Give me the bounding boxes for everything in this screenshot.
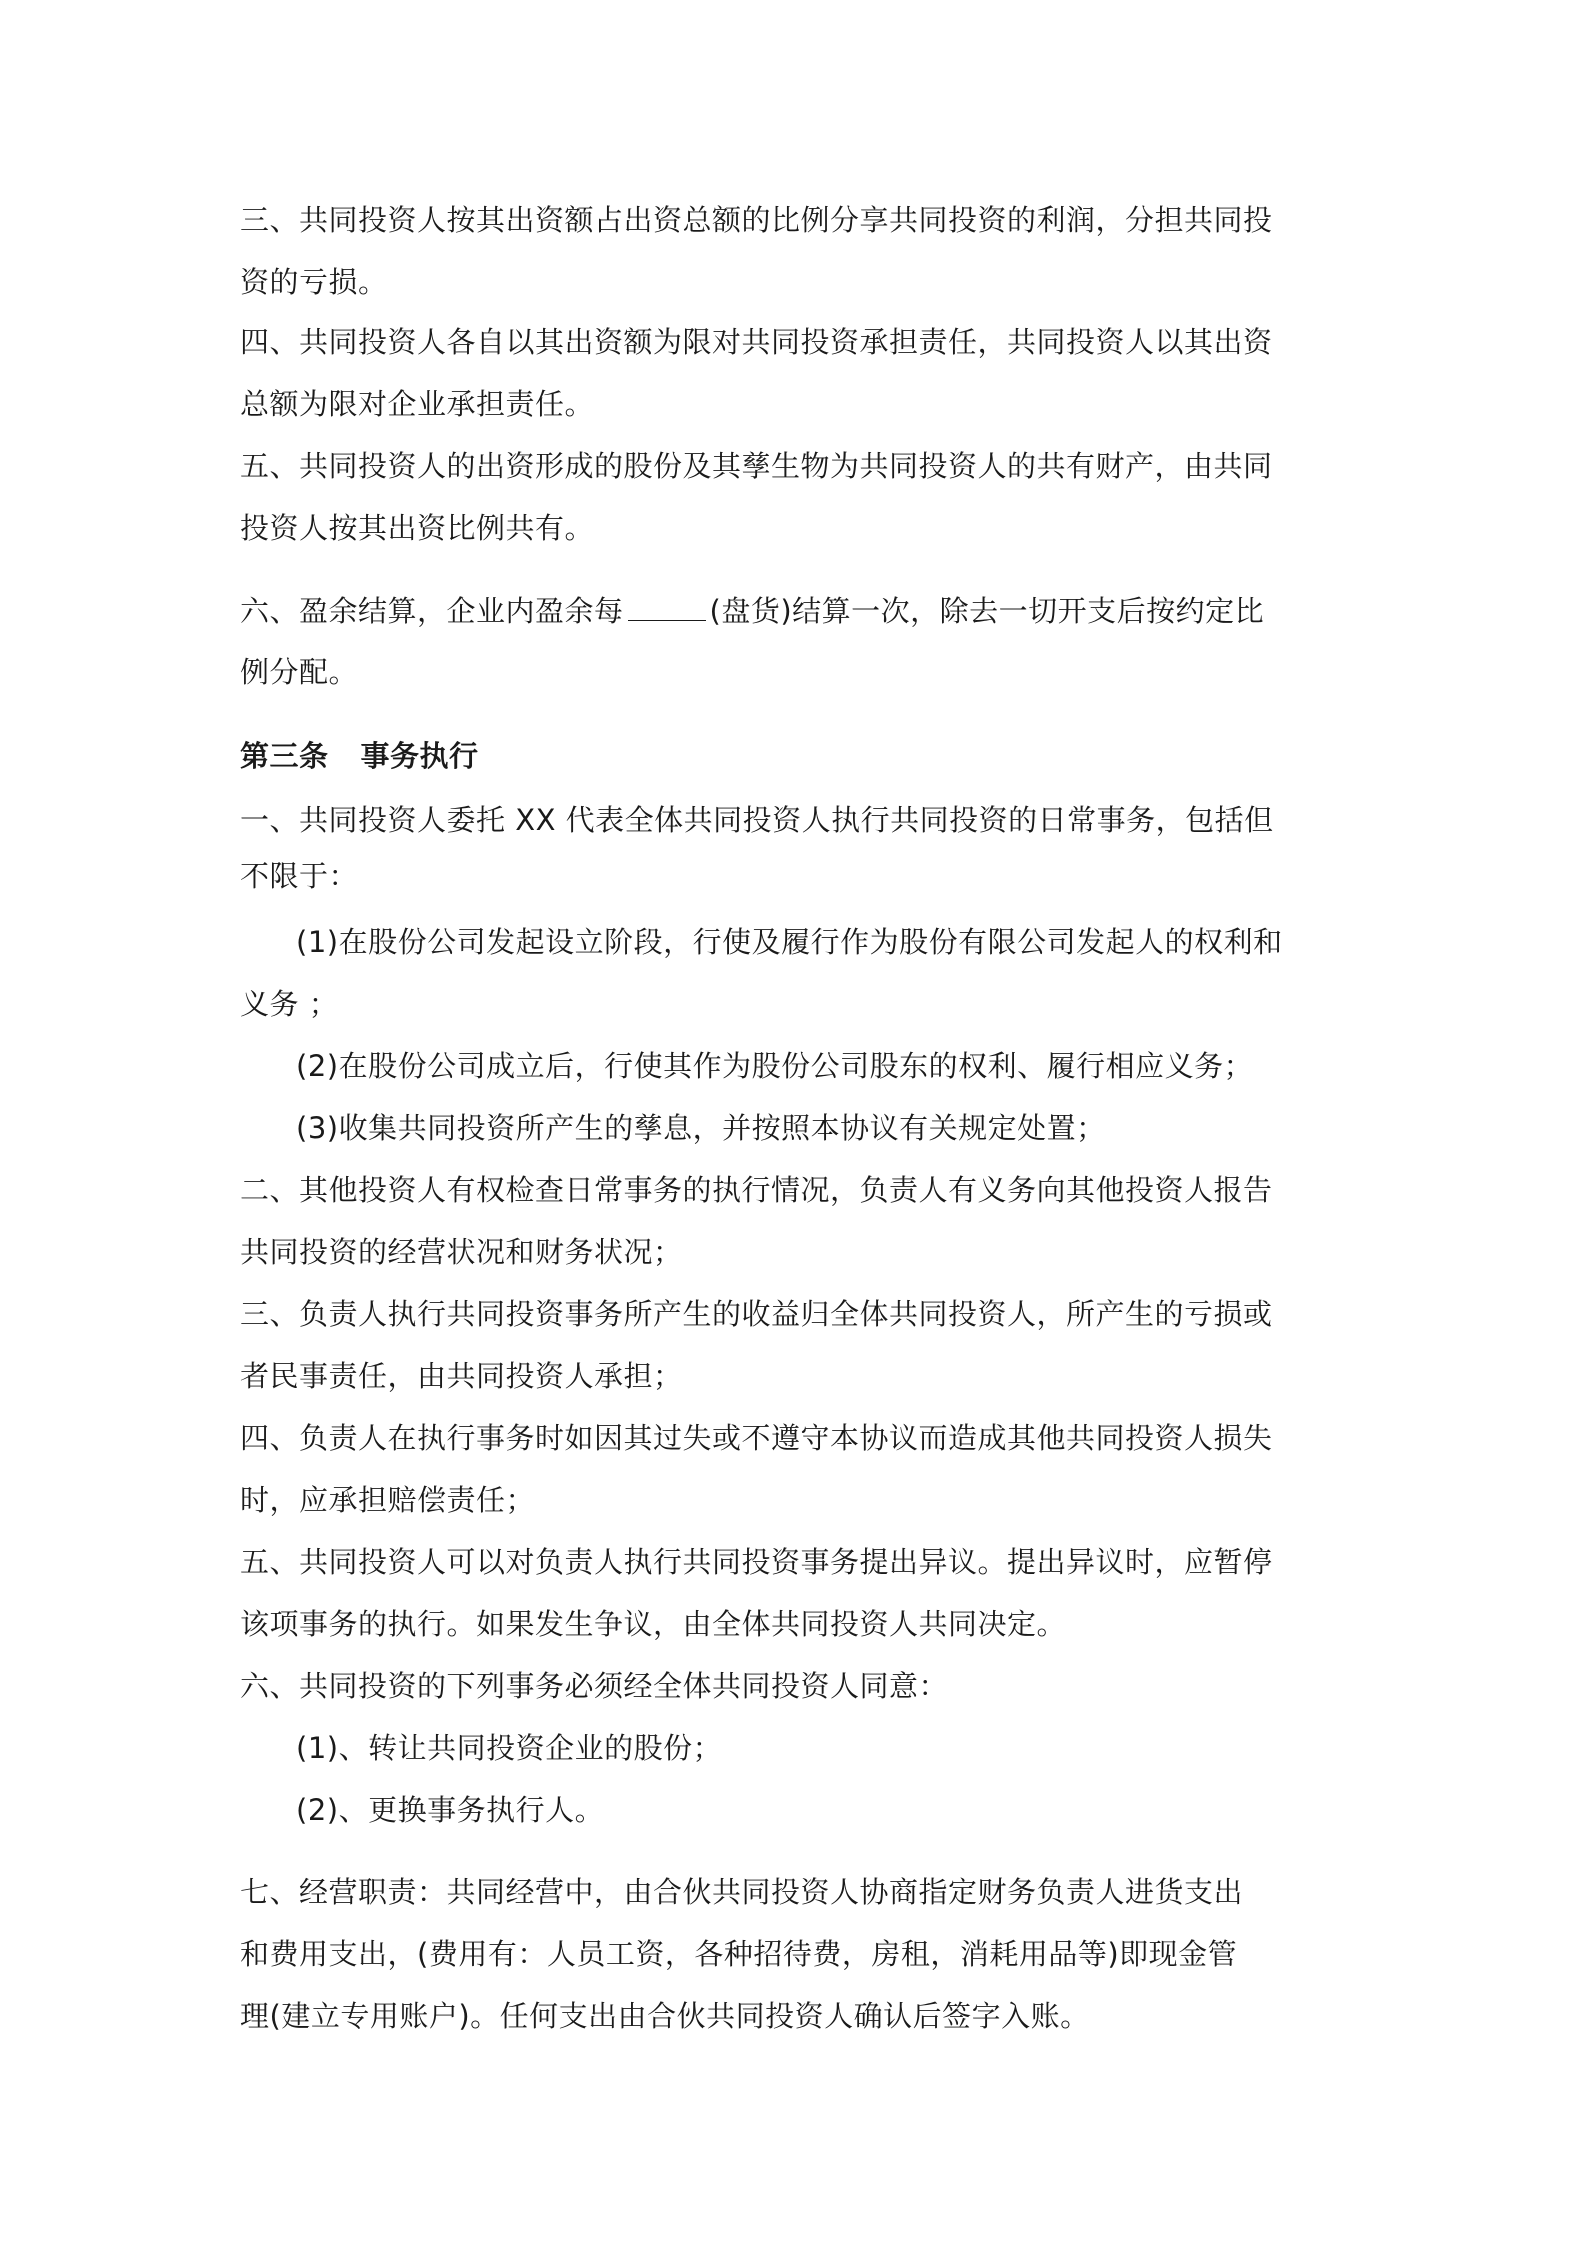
clause-6-settlement-line-1 xyxy=(240,590,1264,631)
item-2-inspection-line-1: 二、其他投资人有权检查日常事务的执行情况，负责人有义务向其他投资人报告 xyxy=(240,1173,1273,1207)
item-4-compensation-line-1: 四、负责人在执行事务时如因其过失或不遵守本协议而造成其他共同投资人损失 xyxy=(240,1421,1273,1455)
clause-3-profit-line-2: 资的亏损。 xyxy=(240,265,388,299)
item-5-objection-line-2: 该项事务的执行。如果发生争议，由全体共同投资人共同决定。 xyxy=(240,1607,1067,1641)
item-3-income-line-1: 三、负责人执行共同投资事务所产生的收益归全体共同投资人，所产生的亏损或 xyxy=(240,1297,1273,1331)
item-6-subitem-1: (1)、转让共同投资企业的股份； xyxy=(296,1731,723,1765)
settlement-text-before: 六、盈余结算，企业内盈余每 xyxy=(240,594,624,628)
subitem-3: (3)收集共同投资所产生的孳息，并按照本协议有关规定处置； xyxy=(296,1111,1106,1145)
clause-5-property-line-1: 五、共同投资人的出资形成的股份及其孳生物为共同投资人的共有财产，由共同 xyxy=(240,449,1273,483)
article-number: 第三条 xyxy=(240,739,329,773)
article-title: 事务执行 xyxy=(360,739,479,773)
item-7-duties-line-3: 理(建立专用账户)。任何支出由合伙共同投资人确认后签字入账。 xyxy=(240,1999,1090,2033)
item-2-inspection-line-2: 共同投资的经营状况和财务状况； xyxy=(240,1235,683,1269)
clause-4-liability-line-1: 四、共同投资人各自以其出资额为限对共同投资承担责任，共同投资人以其出资 xyxy=(240,325,1273,359)
item-7-duties-line-2: 和费用支出，(费用有：人员工资，各种招待费，房租，消耗用品等)即现金管 xyxy=(240,1937,1238,1971)
clause-3-profit-line-1: 三、共同投资人按其出资额占出资总额的比例分享共同投资的利润，分担共同投 xyxy=(240,203,1273,237)
item-4-compensation-line-2: 时，应承担赔偿责任； xyxy=(240,1483,536,1517)
item-1-delegation-line-1: 一、共同投资人委托 XX 代表全体共同投资人执行共同投资的日常事务，包括但 xyxy=(240,803,1274,837)
article-3-heading xyxy=(240,736,479,776)
subitem-1-line-2: 义务 ； xyxy=(240,987,339,1021)
clause-4-liability-line-2: 总额为限对企业承担责任。 xyxy=(240,387,595,421)
settlement-text-after: (盘货)结算一次，除去一切开支后按约定比 xyxy=(709,594,1265,628)
item-3-income-line-2: 者民事责任，由共同投资人承担； xyxy=(240,1359,683,1393)
clause-6-settlement-line-2: 例分配。 xyxy=(240,655,359,689)
item-1-delegation-line-2: 不限于： xyxy=(240,859,359,893)
item-6-subitem-2: (2)、更换事务执行人。 xyxy=(296,1793,605,1827)
settlement-period-blank[interactable] xyxy=(628,590,706,621)
subitem-1-line-1: (1)在股份公司发起设立阶段，行使及履行作为股份有限公司发起人的权利和 xyxy=(296,925,1283,959)
clause-5-property-line-2: 投资人按其出资比例共有。 xyxy=(240,511,595,545)
item-6-consent: 六、共同投资的下列事务必须经全体共同投资人同意： xyxy=(240,1669,949,1703)
item-7-duties-line-1: 七、经营职责：共同经营中，由合伙共同投资人协商指定财务负责人进货支出 xyxy=(240,1875,1244,1909)
item-5-objection-line-1: 五、共同投资人可以对负责人执行共同投资事务提出异议。提出异议时，应暂停 xyxy=(240,1545,1273,1579)
subitem-2: (2)在股份公司成立后，行使其作为股份公司股东的权利、履行相应义务； xyxy=(296,1049,1254,1083)
